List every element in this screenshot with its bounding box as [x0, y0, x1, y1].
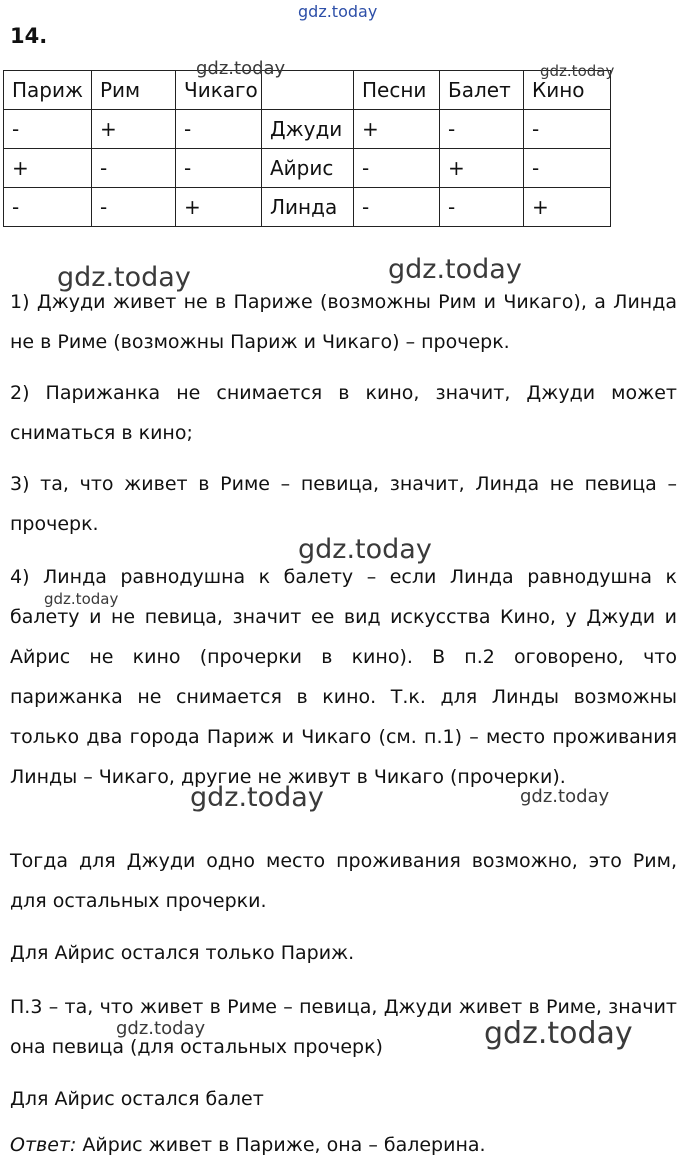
header-cell: Париж	[4, 71, 92, 110]
table-header-row	[4, 71, 611, 110]
table-row	[4, 110, 611, 149]
table-cell: -	[92, 149, 176, 188]
solution-step-7: П.3 – та, что живет в Риме – певица, Джуди живет в Риме, значит она певица (для остальных прочерк)	[10, 996, 677, 1058]
watermark: gdz.today	[57, 262, 191, 293]
header-cell: Балет	[440, 71, 524, 110]
table-cell: -	[524, 110, 611, 149]
problem-number: 14.	[10, 24, 48, 48]
table-cell: -	[92, 188, 176, 227]
header-cell: Чикаго	[176, 71, 262, 110]
table-row	[4, 149, 611, 188]
watermark: gdz.today	[196, 58, 286, 79]
table-cell: +	[92, 110, 176, 149]
table-cell: Джуди	[262, 110, 354, 149]
table-cell: -	[4, 188, 92, 227]
table-cell: +	[524, 188, 611, 227]
watermark: gdz.today	[44, 590, 119, 608]
table-cell: -	[440, 110, 524, 149]
table-cell: Айрис	[262, 149, 354, 188]
table-cell: -	[176, 110, 262, 149]
table-cell: +	[176, 188, 262, 227]
answer-label: Ответ:	[10, 1134, 77, 1156]
answer-text: Айрис живет в Париже, она – балерина.	[76, 1134, 486, 1156]
answer-line	[10, 1125, 677, 1165]
watermark: gdz.today	[520, 786, 610, 807]
watermark: gdz.today	[298, 534, 432, 565]
logic-table	[3, 70, 611, 227]
solution-step-4: 4) Линда равнодушна к балету – если Линда равнодушна к балету и не певица, значит ее вид искусства Кино, у Джуди и Айрис не кино (прочерки в кино). В п.2 оговорено, что парижанка не снимается в кино. Т.к. для Линды возможны только два города Париж и Чикаго (см. п.1) – место проживания Линды – Чикаго, другие не живут в Чикаго (прочерки).	[10, 566, 677, 788]
header-cell	[262, 71, 354, 110]
table-cell: -	[176, 149, 262, 188]
solution-step-8: Для Айрис остался балет	[10, 1088, 264, 1110]
table-cell: +	[4, 149, 92, 188]
table-cell: -	[524, 149, 611, 188]
table-row	[4, 188, 611, 227]
watermark: gdz.today	[540, 62, 615, 80]
table-cell: -	[440, 188, 524, 227]
solution-step-2: 2) Парижанка не снимается в кино, значит, Джуди может сниматься в кино;	[10, 382, 677, 444]
table-cell: -	[4, 110, 92, 149]
watermark: gdz.today	[298, 2, 378, 21]
watermark: gdz.today	[484, 1016, 633, 1051]
solution-step-6: Для Айрис остался только Париж.	[10, 942, 355, 964]
watermark: gdz.today	[388, 254, 522, 285]
table-cell: -	[354, 149, 440, 188]
table-cell: -	[354, 188, 440, 227]
header-cell: Песни	[354, 71, 440, 110]
solution-step-3: 3) та, что живет в Риме – певица, значит, Линда не певица – прочерк.	[10, 473, 677, 535]
header-cell: Кино	[524, 71, 611, 110]
header-cell: Рим	[92, 71, 176, 110]
table-cell: +	[354, 110, 440, 149]
watermark: gdz.today	[116, 1018, 206, 1039]
table-cell: +	[440, 149, 524, 188]
table-cell: Линда	[262, 188, 354, 227]
watermark: gdz.today	[190, 782, 324, 813]
solution-step-1: 1) Джуди живет не в Париже (возможны Рим и Чикаго), а Линда не в Риме (возможны Париж и Чикаго) – прочерк.	[10, 291, 677, 353]
solution-step-5: Тогда для Джуди одно место проживания возможно, это Рим, для остальных прочерки.	[10, 850, 677, 912]
